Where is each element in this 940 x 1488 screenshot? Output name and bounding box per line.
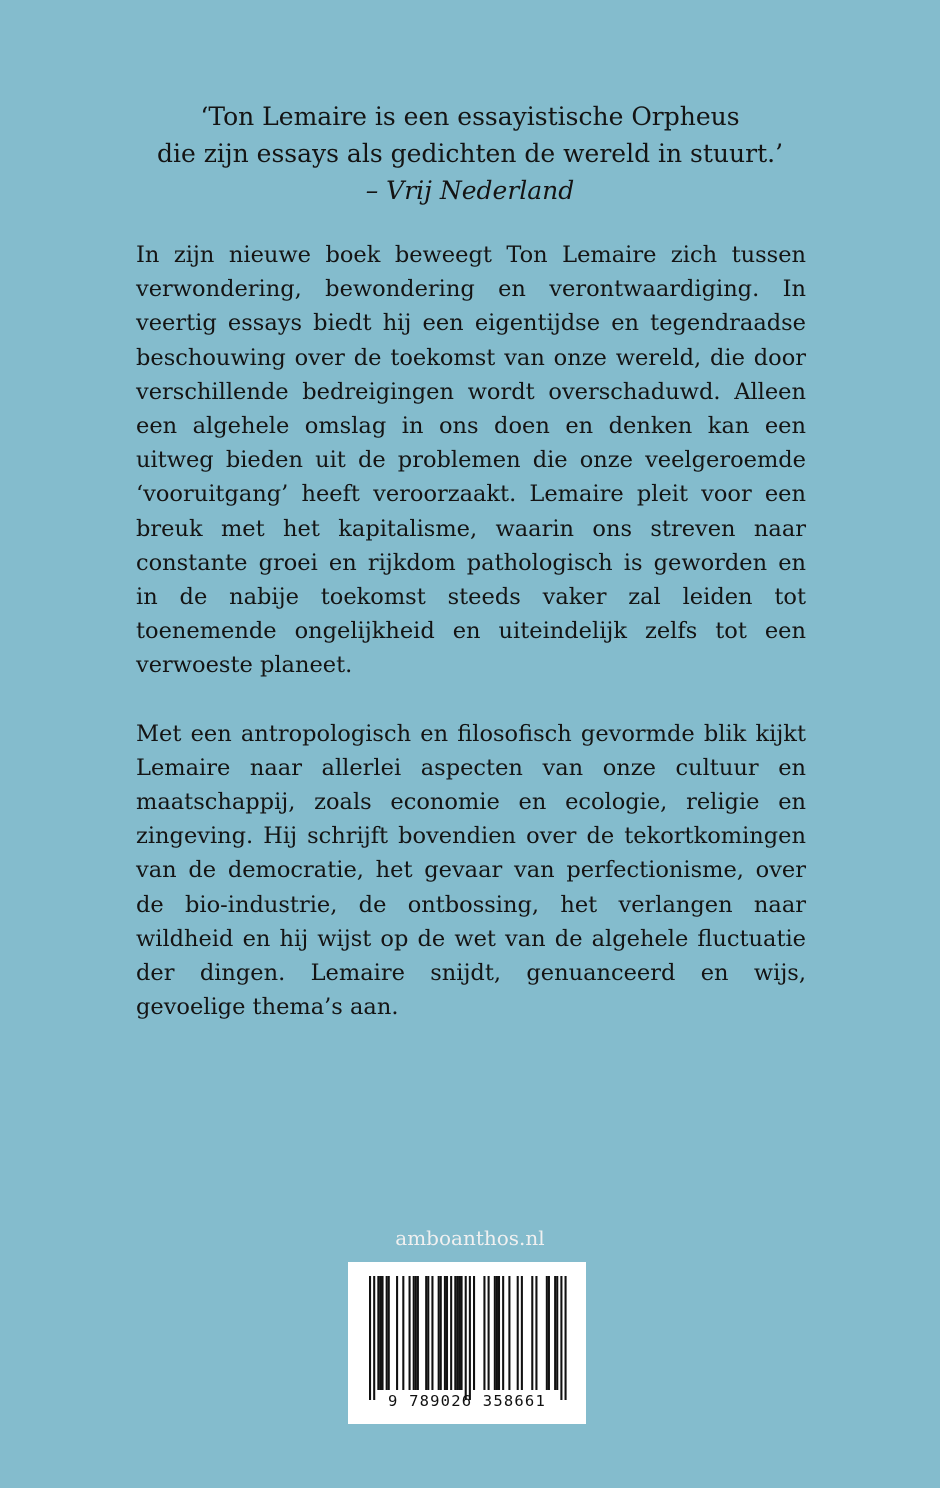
blurb-paragraph-2: Met een antropologisch en filosofisch gevormde blik kijkt Lemaire naar allerlei aspecten van onze cultuur en maatschappij, zoals economie en ecologie, religie en zingeving. Hij schrijft bovendien over de tekortkomingen van de democratie, het gevaar van perfectionisme, over de bio-industrie, de ontbossing, het verlangen naar wildheid en hij wijst op de wet van de algehele fluctuatie der dingen. Lemaire snijdt, genuanceerd en wijs, gevoelige thema’s aan. <box>136 720 806 1021</box>
barcode-bar <box>548 1276 550 1390</box>
barcode-bar <box>381 1276 383 1390</box>
barcode-bar <box>473 1276 475 1390</box>
barcode-bar <box>427 1276 429 1390</box>
barcode-bar <box>369 1276 371 1400</box>
barcode-bar <box>417 1276 419 1390</box>
barcode-bar <box>496 1276 498 1390</box>
barcode-bar <box>438 1276 440 1390</box>
blurb <box>136 238 806 1024</box>
quote-attribution: – Vrij Nederland <box>365 176 575 205</box>
barcode-bar <box>469 1276 471 1400</box>
barcode-bar <box>560 1276 562 1400</box>
barcode-bar <box>488 1276 490 1390</box>
blurb-paragraph-1: In zijn nieuwe boek beweegt Ton Lemaire zich tussen verwondering, bewondering en verontwaardiging. In veertig essays biedt hij een eigentijdse en tegendraadse beschouwing over de toekomst van onze wereld, die door verschillende bedreigingen wordt overschaduwd. Alleen een algehele omslag in ons doen en denken kan een uitweg bieden uit de problemen die onze veelgeroemde ‘vooruitgang’ heeft veroorzaakt. Lemaire pleit voor een breuk met het kapitalisme, waarin ons streven naar constante groei en rijkdom pathologisch is geworden en in de nabije toekomst steeds vaker zal leiden tot toenemende ongelijkheid en uiteindelijk zelfs tot een verwoeste planeet. <box>136 242 806 679</box>
barcode-bar <box>431 1276 433 1390</box>
barcode-bar <box>465 1276 467 1400</box>
quote-line-2: die zijn essays als gedichten de wereld in stuurt.’ <box>156 139 784 168</box>
barcode-bar <box>517 1276 519 1390</box>
barcode-bar <box>521 1276 523 1390</box>
barcode-bar <box>461 1276 463 1390</box>
barcode-bar <box>546 1276 548 1390</box>
barcode-bar <box>402 1276 404 1390</box>
barcode-bar <box>456 1276 458 1390</box>
barcode-bar <box>535 1276 537 1390</box>
barcode-bar <box>450 1276 452 1390</box>
barcode-bar <box>413 1276 415 1390</box>
barcode-bar <box>444 1276 446 1390</box>
publisher-website: amboanthos.nl <box>395 1226 545 1250</box>
barcode-bar <box>556 1276 558 1390</box>
barcode-bar <box>446 1276 448 1390</box>
isbn-barcode <box>348 1262 586 1424</box>
barcode-bar <box>502 1276 504 1390</box>
barcode-bar <box>396 1276 398 1390</box>
barcode-bar <box>440 1276 442 1390</box>
barcode-bar <box>425 1276 427 1390</box>
barcode-bar <box>373 1276 375 1400</box>
barcode-bar <box>415 1276 417 1390</box>
barcode-bar <box>454 1276 456 1390</box>
barcode-bar <box>388 1276 390 1390</box>
barcode-bar <box>494 1276 496 1390</box>
barcode-bar <box>377 1276 379 1390</box>
barcode-bar <box>554 1276 556 1390</box>
cover-quote <box>0 98 940 209</box>
barcode-bar <box>379 1276 381 1390</box>
barcode-bar <box>386 1276 388 1390</box>
quote-line-1: ‘Ton Lemaire is een essayistische Orpheus <box>200 102 740 131</box>
barcode-bar <box>409 1276 411 1390</box>
barcode-bar <box>508 1276 510 1390</box>
barcode-bar <box>458 1276 460 1390</box>
barcode-bar <box>565 1276 567 1400</box>
barcode-bar <box>531 1276 533 1390</box>
barcode-bar <box>498 1276 500 1390</box>
isbn-number: 9 789026 358661 <box>388 1392 546 1410</box>
barcode-bar <box>483 1276 485 1390</box>
